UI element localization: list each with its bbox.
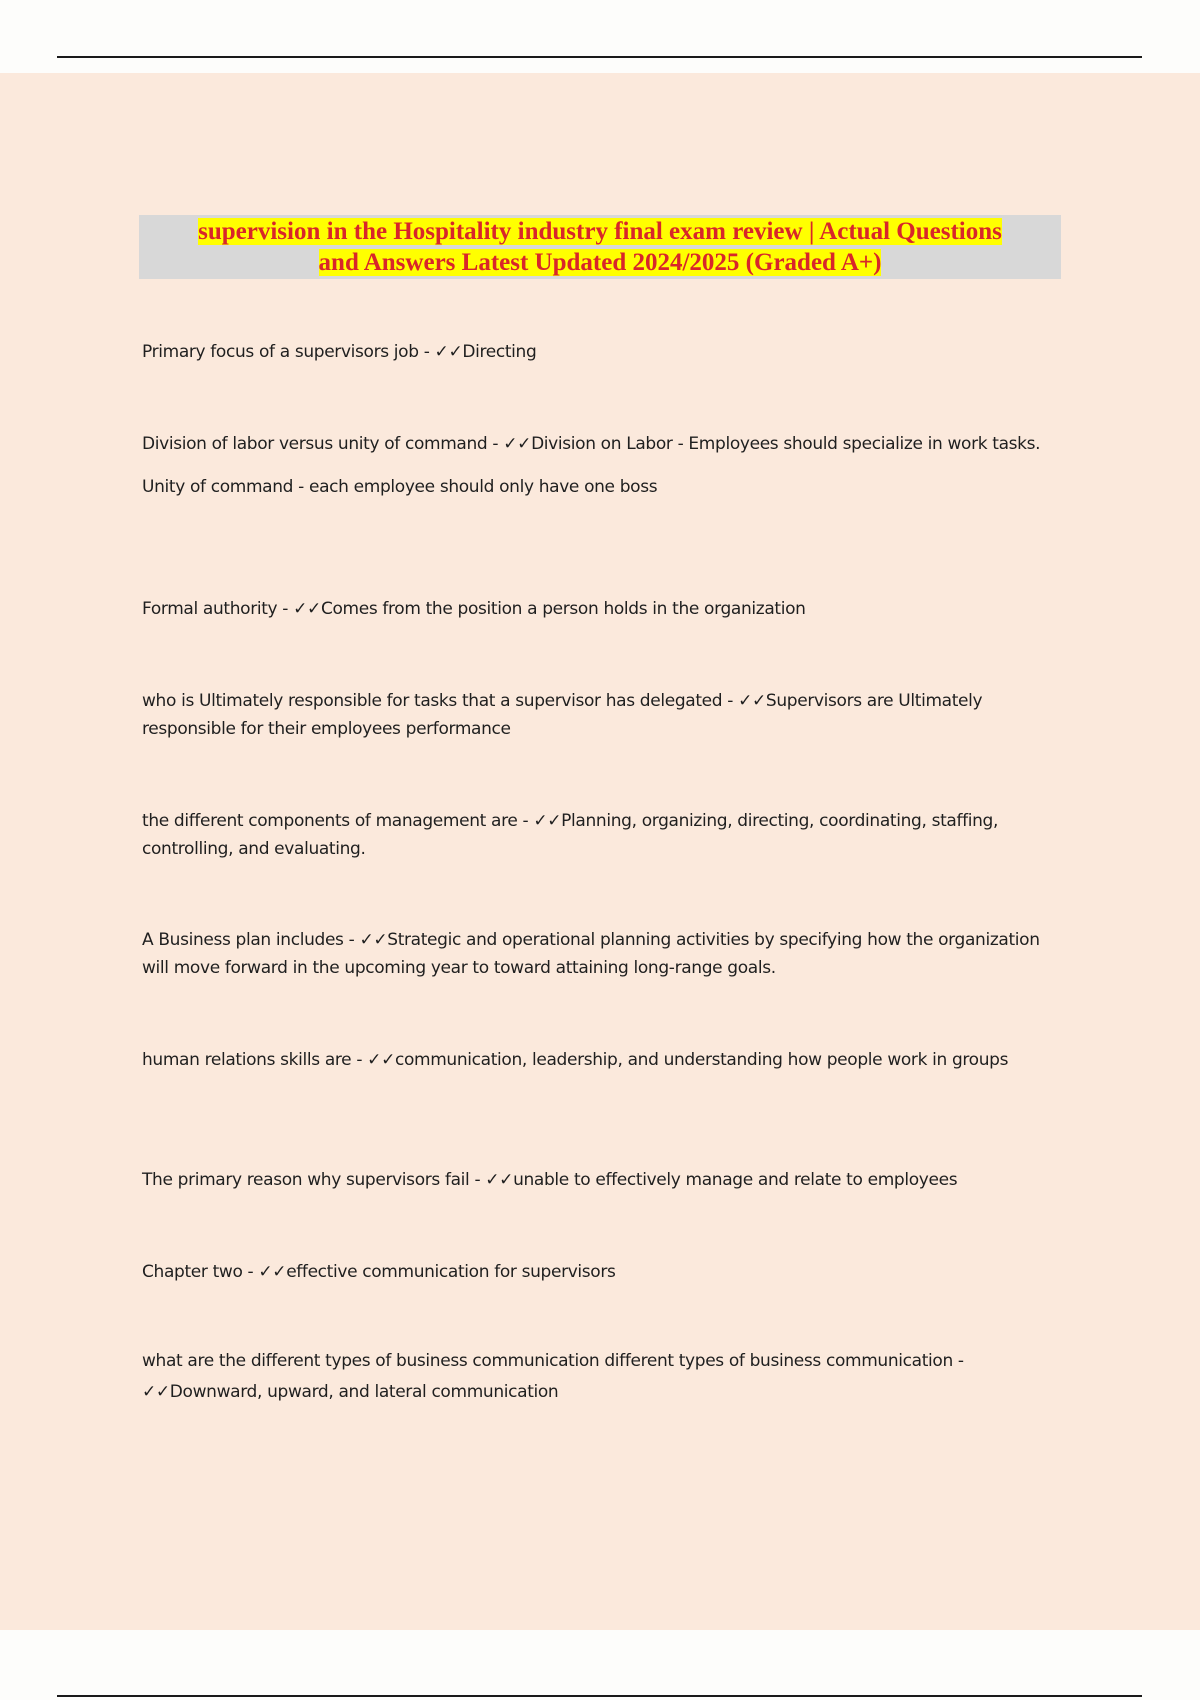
- answer-text: Planning, organizing, directing, coordinating, staffing, controlling, and evaluating.: [142, 811, 999, 859]
- top-rule: [57, 56, 1142, 58]
- qa-item: [142, 1258, 1062, 1286]
- qa-item: [142, 1346, 1062, 1408]
- answer-text: effective communication for supervisors: [286, 1262, 616, 1282]
- answer-text: communication, leadership, and understanding how people work in groups: [394, 1050, 1009, 1070]
- bottom-rule: [57, 1695, 1142, 1697]
- check-icon: ✓✓: [258, 1262, 287, 1282]
- answer-text: Supervisors are Ultimately responsible for their employees performance: [142, 691, 983, 739]
- title-line2: and Answers Latest Updated 2024/2025 (Graded A+): [318, 249, 882, 276]
- question-text: Chapter two -: [142, 1262, 259, 1282]
- title-highlight: supervision: [198, 218, 321, 245]
- question-text: Formal authority -: [142, 599, 294, 619]
- check-icon: ✓✓: [533, 811, 562, 831]
- qa-item: [142, 430, 1062, 501]
- check-icon: ✓✓: [293, 599, 321, 619]
- qa-item: [142, 595, 1062, 623]
- qa-item: [142, 926, 1062, 982]
- question-text: The primary reason why supervisors fail -: [142, 1170, 486, 1190]
- question-text: A Business plan includes -: [142, 930, 360, 950]
- document-title: [139, 215, 1061, 279]
- question-text: Division of labor versus unity of command -: [142, 434, 504, 454]
- check-icon: ✓✓: [359, 930, 388, 950]
- check-icon: ✓✓: [485, 1170, 514, 1190]
- answer-text: Division on Labor - Employees should specialize in work tasks.: [531, 434, 1041, 454]
- question-text: what are the different types of business communication different types of business communication -: [142, 1351, 964, 1371]
- answer-text: Comes from the position a person holds in the organization: [320, 599, 806, 619]
- check-icon: ✓✓: [738, 691, 766, 711]
- check-icon: ✓✓: [434, 342, 463, 362]
- question-text: the different components of management are -: [142, 811, 534, 831]
- question-text: human relations skills are -: [142, 1050, 368, 1070]
- answer-continuation: Unity of command - each employee should only have one boss: [142, 477, 658, 497]
- answer-text: Downward, upward, and lateral communication: [169, 1382, 559, 1402]
- question-text: Primary focus of a supervisors job -: [142, 342, 435, 362]
- answer-text: unable to effectively manage and relate to employees: [513, 1170, 958, 1190]
- title-line1-rest: in the Hospitality industry final exam review | Actual Questions: [320, 218, 1002, 245]
- check-icon: ✓✓: [142, 1382, 170, 1402]
- question-text: who is Ultimately responsible for tasks that a supervisor has delegated -: [142, 691, 739, 711]
- qa-item: [142, 807, 1062, 863]
- qa-item: [142, 1046, 1062, 1074]
- document-page: [0, 73, 1200, 1630]
- qa-item: [142, 338, 1062, 366]
- qa-item: [142, 687, 1062, 743]
- check-icon: ✓✓: [503, 434, 532, 454]
- answer-text: Strategic and operational planning activities by specifying how the organization will move forward in the upcoming year to toward attaining long-range goals.: [142, 930, 1040, 978]
- qa-item: [142, 1166, 1062, 1194]
- answer-text: Directing: [462, 342, 537, 362]
- check-icon: ✓✓: [367, 1050, 395, 1070]
